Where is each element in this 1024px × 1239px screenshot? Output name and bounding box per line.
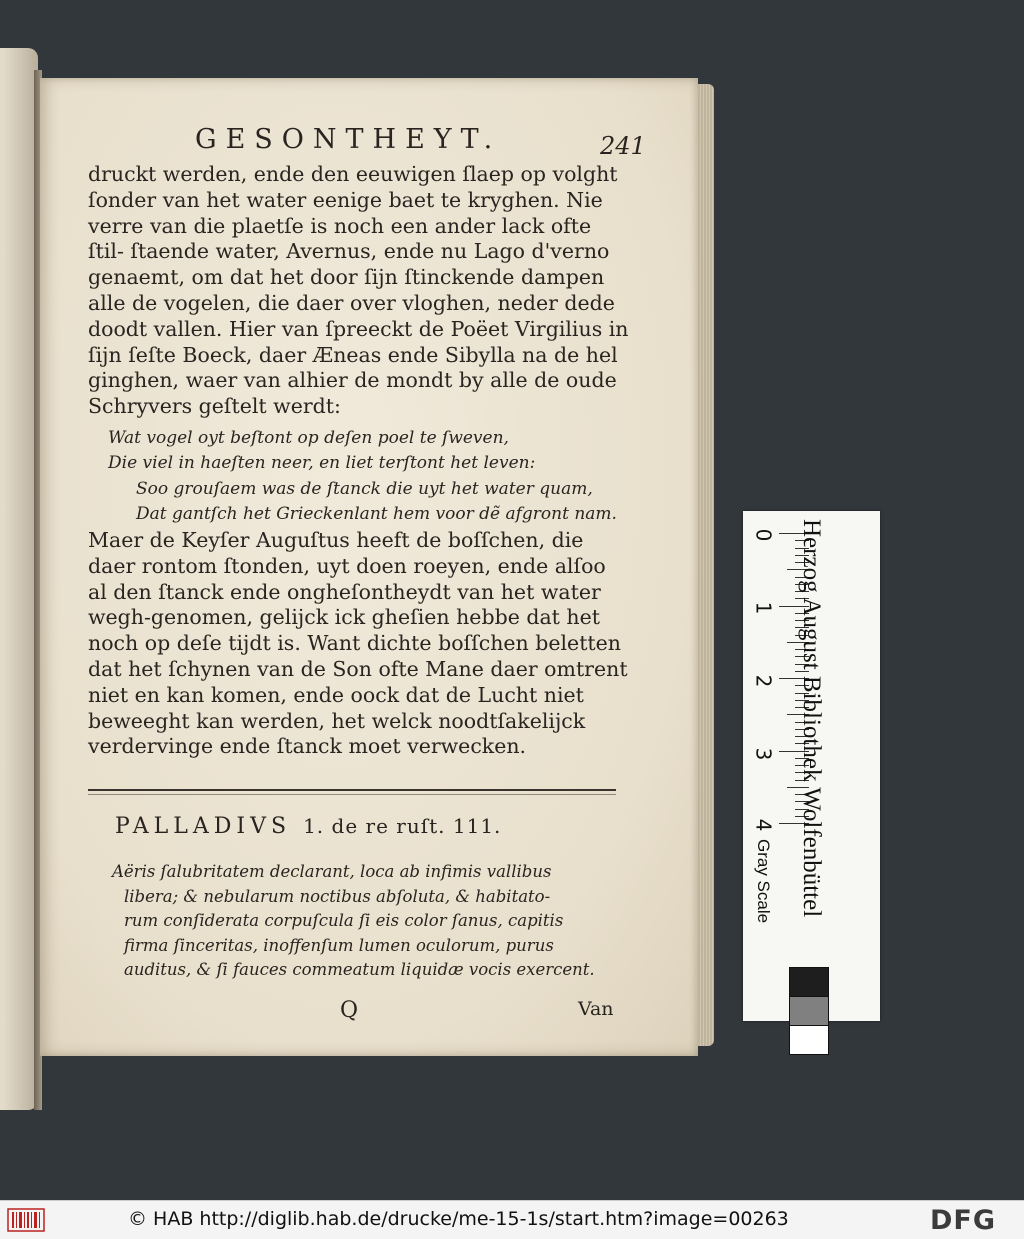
text-line: noch op deſe tijdt is. Want dichte boſſchen beletten bbox=[88, 631, 621, 656]
latin-line: auditus, & ſi fauces commeatum liquidæ vocis exercent. bbox=[124, 960, 595, 979]
scale-number: 4 bbox=[751, 818, 776, 832]
section-rule bbox=[88, 789, 616, 791]
scale-number: 0 bbox=[751, 528, 776, 542]
running-head: GESONTHEYT. bbox=[195, 124, 502, 155]
text-line: doodt vallen. Hier van ſpreeckt de Poëet Virgilius in bbox=[88, 316, 629, 341]
viewer-footer bbox=[0, 1200, 1024, 1239]
text-line: daer rontom ſtonden, uyt doen roeyen, ende alſoo bbox=[88, 553, 606, 578]
verse-line: Die viel in haeſten neer, en liet terſtont het leven: bbox=[108, 453, 536, 474]
scale-number: 3 bbox=[751, 747, 776, 761]
scale-number: 1 bbox=[751, 601, 776, 615]
latin-line: libera; & nebularum noctibus abſoluta, & habitato- bbox=[124, 886, 551, 906]
dfg-logo: DFG bbox=[930, 1205, 997, 1236]
hab-logo-icon bbox=[6, 1207, 46, 1233]
text-line: ginghen, waer van alhier de mondt by alle de oude bbox=[88, 368, 617, 393]
source-credit-link[interactable]: © HAB http://diglib.hab.de/drucke/me-15-1s/start.htm?image=00263 bbox=[128, 1208, 789, 1230]
text-line: alle de vogelen, die daer over vloghen, neder dede bbox=[88, 290, 615, 315]
citation-reference: 1. de re ruſt. 111. bbox=[303, 814, 502, 838]
citation-author: PALLADIVS bbox=[115, 814, 292, 839]
citation-heading bbox=[115, 814, 501, 839]
text-line: genaemt, om dat het door ſijn ſtinckende dampen bbox=[88, 265, 605, 290]
text-line: verre van die plaetſe is noch een ander lack ofte bbox=[88, 213, 592, 238]
verse-line: Wat vogel oyt beſtont op deſen poel te ſweven, bbox=[108, 427, 509, 448]
grayscale-swatch-white bbox=[789, 1025, 829, 1055]
book-page bbox=[40, 78, 698, 1056]
verse-line: Soo grouſaem was de ſtanck die uyt het water quam, bbox=[136, 478, 593, 499]
text-line: wegh-genomen, gelijck ick gheſien hebbe dat het bbox=[88, 605, 601, 630]
page-number: 241 bbox=[600, 132, 646, 160]
latin-line: rum conſiderata corpuſcula ſi eis color ſanus, capitis bbox=[124, 911, 564, 930]
text-line: druckt werden, ende den eeuwigen ſlaep op volght bbox=[88, 162, 618, 186]
latin-quotation bbox=[112, 860, 642, 983]
text-line: Schryvers geſtelt werdt: bbox=[88, 394, 341, 419]
grayscale-swatch-gray bbox=[789, 996, 829, 1026]
grayscale-swatch-black bbox=[789, 967, 829, 997]
facing-page-edge bbox=[0, 48, 38, 1110]
text-line: beweeght kan werden, het welck noodtſakelijck bbox=[88, 708, 586, 733]
institution-label: Herzog August Bibliothek Wolfenbüttel bbox=[798, 519, 825, 918]
text-line: al den ſtanck ende ongheſontheydt van het water bbox=[88, 579, 601, 604]
latin-line: Aëris ſalubritatem declarant, loca ab infimis vallibus bbox=[112, 862, 552, 881]
text-line: ſtil- ſtaende water, Avernus, ende nu Lago d'verno bbox=[88, 239, 610, 264]
text-line: Maer de Keyſer Auguſtus heeft de boſſchen, die bbox=[88, 527, 584, 552]
signature-mark: Q bbox=[340, 998, 359, 1023]
scale-number: 2 bbox=[751, 674, 776, 688]
section-rule-thin bbox=[88, 794, 616, 795]
text-line: ſijn ſeſte Boeck, daer Æneas ende Sibylla na de hel bbox=[88, 342, 618, 367]
scale-ruler-card bbox=[743, 511, 880, 1021]
grayscale-label: Gray Scale bbox=[754, 839, 773, 924]
text-line: ſonder van het water eenige baet te kryghen. Nie bbox=[88, 187, 603, 212]
text-line: verdervinge ende ſtanck moet verwecken. bbox=[88, 734, 527, 759]
latin-line: firma ſinceritas, inoffenſum lumen oculorum, purus bbox=[124, 935, 554, 955]
verse-line: Dat gantſch het Grieckenlant hem voor dẽ afgront nam. bbox=[136, 504, 617, 525]
catchword: Van bbox=[578, 998, 614, 1020]
text-line: niet en kan komen, ende oock dat de Lucht niet bbox=[88, 682, 584, 707]
text-line: dat het ſchynen van de Son ofte Mane daer omtrent bbox=[88, 656, 628, 681]
body-text bbox=[88, 162, 663, 760]
